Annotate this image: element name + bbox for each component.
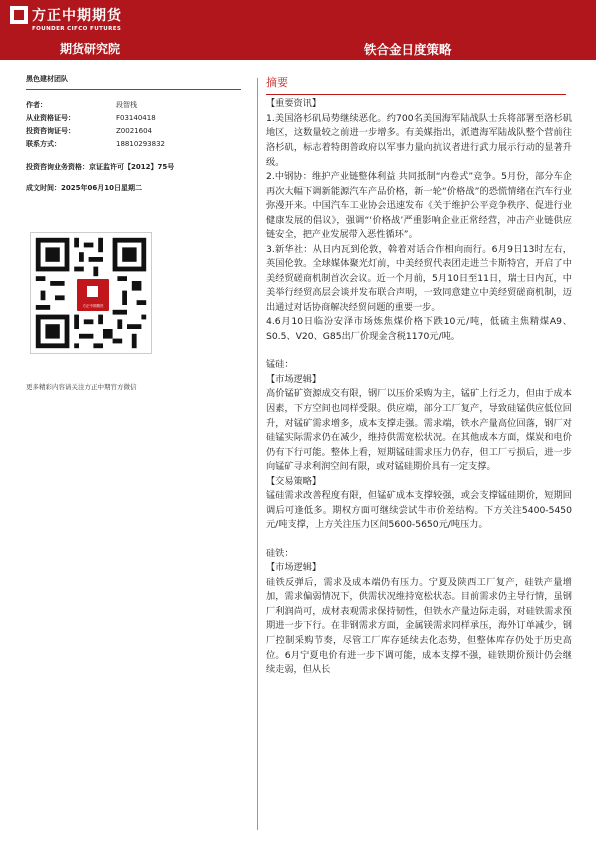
author-panel (26, 70, 246, 193)
header-banner (0, 0, 596, 60)
qualification-label: 从业资格证号： (26, 113, 75, 122)
mn-strategy-heading: 【交易策略】 (266, 475, 322, 487)
author-value: 段智栈 (116, 100, 137, 109)
department-name: 期货研究院 (60, 42, 121, 56)
qr-caption: 更多精彩内容请关注方正中期官方微信 (26, 383, 137, 391)
ferrosilicon-title: 硅铁： (266, 547, 294, 559)
column-divider (257, 78, 258, 830)
mn-strategy-text: 锰硅需求改善程度有限，但锰矿成本支撑较强，或会支撑锰硅期价，短期回调后可逢低多。期权方面可继续尝试牛市价差结构。下方关注5400-5450元/吨支撑，上方关注压力区间5600-5650元/吨压力。 (266, 490, 572, 531)
company-logo (10, 5, 122, 32)
logo-cn-text: 方正中期期货 (32, 8, 122, 24)
news-item-4: 4.6月10日临汾安泽市场炼焦煤价格下跌10元/吨，低硫主焦精煤A9、S0.5、V20、G85出厂价现金含税1170元/吨。 (266, 316, 572, 342)
consulting-label: 投资咨询证号： (26, 126, 75, 135)
abstract-heading: 摘要 (266, 76, 288, 89)
news-heading: 【重要资讯】 (266, 98, 322, 110)
logo-icon (10, 6, 28, 24)
divider (26, 89, 241, 90)
news-item-1: 1.美国洛杉矶局势继续恶化。约700名美国海军陆战队士兵将部署至洛杉矶地区，这数量较之前进一步增多。有美媒指出，派遣海军陆战队整个营前往洛杉矶，标志着特朗普政府以军事力量向抗议者进行武力展示行动的显著升级。 (266, 112, 572, 168)
mn-logic-text: 高价锰矿资源成交有限，钢厂以压价采购为主，锰矿上行乏力，但由于成本因素，下方空间也同样受限。供应端，部分工厂复产，导致硅锰供应低位回升，对锰矿需求增多，成本支撑走强。需求端，铁水产量高位回落，钢厂对硅锰实际需求仍在减少，维持供需宽松状况。在其他成本方面，煤炭和电价仍有下行可能。整体上看，短期锰硅需求压力仍存，但工厂亏损后，进一步向锰矿寻求利润空间有限，或对锰硅期价具有一定支撑。 (266, 388, 572, 473)
contact-value: 18810293832 (116, 139, 165, 148)
qualification-value: F03140418 (116, 113, 156, 122)
team-name: 黑色建材团队 (26, 75, 68, 83)
report-title: 铁合金日度策略 (364, 42, 452, 57)
consulting-row (26, 124, 246, 137)
news-item-2: 2.中钢协：维护产业链整体利益 共同抵制“内卷式”竞争。5月份，部分车企再次大幅下调新能源汽车产品价格，新一轮“价格战”的恐慌情绪在汽车行业弥漫开来。中国汽车工业协会迅速发布《关于维护公平竞争秩序、促进行业健康发展的倡议》，强调“‘价格战’严重影响企业正常经营，冲击产业链供应链安全，把产业发展带入恶性循环”。 (266, 171, 572, 241)
qualification-row (26, 111, 246, 124)
contact-label: 联系方式： (26, 139, 61, 148)
si-logic-text: 硅铁反弹后，需求及成本端仍有压力。宁夏及陕西工厂复产，硅铁产量增加，需求偏弱情况下，供需状况维持宽松状态。目前需求仍主导行情，虽钢厂利润尚可，成材表观需求保持韧性，但铁水产量边际走弱，对硅铁需求预期进一步下行。在非钢需求方面，金属镁需求同样承压，海外订单减少，钢厂控制采购节奏，尽管工厂库存延续去化态势，但整体库存仍处于历史高位。6月宁夏电价有进一步下调可能，成本支撑不强，硅铁期价预计仍会继续走弱，但从长 (266, 576, 572, 676)
news-item-3: 3.新华社：从日内瓦到伦敦，斡着对话合作相向而行。6月9日13时左右，英国伦敦。全球媒体聚光灯前，中美经贸代表团走进兰卡斯特宫，开启了中美经贸磋商机制首次会议。近一个月前，5月10日至11日，瑞士日内瓦，中美举行经贸高层会谈并发布联合声明，一致同意建立中美经贸磋商机制，迈出通过对话协商解决经贸问题的重要一步。 (266, 243, 572, 313)
qr-logo-icon (87, 286, 98, 297)
logo-en-text: FOUNDER CIFCO FUTURES (32, 26, 122, 32)
contact-row (26, 137, 246, 150)
spacer (266, 533, 572, 547)
spacer (266, 344, 572, 358)
business-permit: 投资咨询业务资格：京证监许可【2012】75号 (26, 163, 175, 171)
author-row (26, 98, 246, 111)
consulting-value: Z0021604 (116, 126, 152, 135)
qr-logo-text: 方正中期期货 (82, 304, 104, 308)
author-info (26, 98, 246, 150)
publish-date: 成文时间：2025年06月10日星期二 (26, 184, 142, 192)
abstract-underline (266, 94, 566, 95)
qr-center-logo (75, 277, 111, 313)
manganese-silicon-title: 锰硅： (266, 359, 294, 371)
mn-logic-heading: 【市场逻辑】 (266, 373, 322, 385)
abstract-content (266, 74, 572, 678)
si-logic-heading: 【市场逻辑】 (266, 562, 322, 574)
wechat-qr-code (30, 232, 152, 354)
author-label: 作者： (26, 100, 47, 109)
